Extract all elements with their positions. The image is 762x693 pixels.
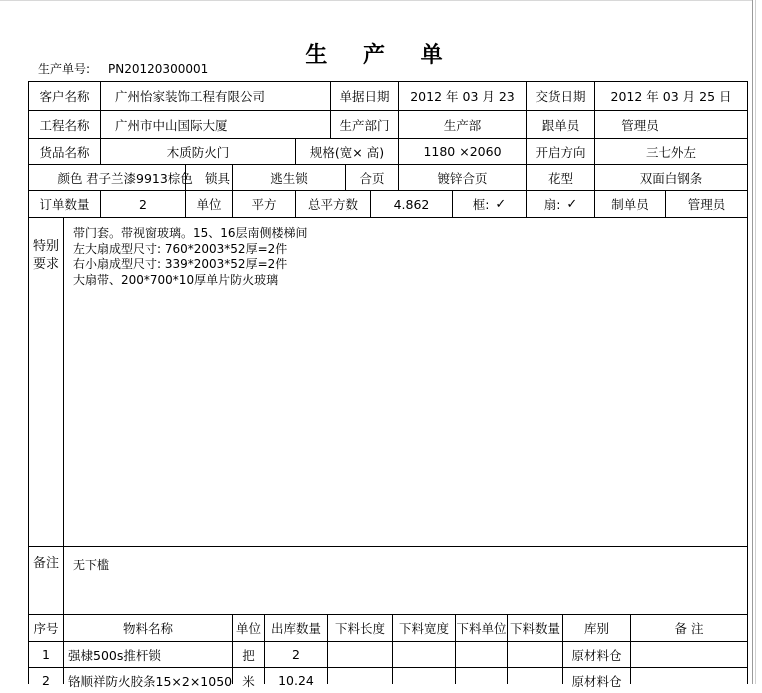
material-unit: 米 bbox=[242, 673, 255, 689]
material-remark bbox=[631, 668, 747, 693]
qty-label: 订单数量 bbox=[39, 197, 90, 212]
frame-field bbox=[453, 191, 526, 217]
cut-unit bbox=[456, 668, 507, 693]
unit-label: 单位 bbox=[196, 197, 222, 212]
special-line: 左大扇成型尺寸: 760*2003*52厚=2件 bbox=[73, 241, 288, 256]
cut-width bbox=[393, 668, 455, 693]
goods-value: 木质防火门 bbox=[166, 144, 230, 160]
doc-date-label: 单据日期 bbox=[339, 89, 390, 104]
cut-length bbox=[328, 668, 392, 693]
order-number-value: PN20120300001 bbox=[108, 62, 209, 76]
special-line: 右小扇成型尺寸: 339*2003*52厚=2件 bbox=[73, 257, 288, 271]
dept-label: 生产部门 bbox=[339, 117, 390, 133]
leaf-label: 扇: bbox=[543, 197, 561, 212]
pattern-value: 双面白钢条 bbox=[639, 170, 703, 186]
col-header: 序号 bbox=[33, 621, 59, 636]
hinge-label: 合页 bbox=[359, 170, 385, 186]
maker-label: 制单员 bbox=[611, 197, 649, 212]
hinge-value: 镀锌合页 bbox=[437, 170, 488, 186]
order-number-label: 生产单号: bbox=[38, 62, 91, 76]
page-top-edge bbox=[0, 0, 752, 1]
cut-width bbox=[393, 642, 455, 667]
dept-value: 生产部 bbox=[443, 117, 482, 133]
maker-value: 管理员 bbox=[687, 197, 726, 212]
col-header: 出库数量 bbox=[270, 621, 321, 636]
leaf-field bbox=[527, 191, 594, 217]
unit-value: 平方 bbox=[251, 197, 277, 212]
project-value: 广州市中山国际大厦 bbox=[115, 117, 228, 133]
material-remark bbox=[631, 642, 747, 667]
delivery-date-label: 交货日期 bbox=[535, 89, 586, 104]
customer-label: 客户名称 bbox=[39, 89, 90, 104]
row-index: 1 bbox=[42, 647, 50, 662]
col-header: 下料单位 bbox=[456, 621, 507, 636]
frame-label: 框: bbox=[472, 197, 490, 212]
cut-qty bbox=[508, 642, 562, 667]
color-label: 颜色 bbox=[57, 170, 83, 186]
col-header: 备 注 bbox=[674, 621, 704, 636]
cut-qty bbox=[508, 668, 562, 693]
col-header: 单位 bbox=[235, 621, 261, 636]
spec-value: 1180 ×2060 bbox=[423, 144, 502, 159]
lock-label: 锁具 bbox=[204, 170, 230, 186]
opening-label: 开启方向 bbox=[535, 144, 586, 160]
material-unit: 把 bbox=[242, 647, 255, 663]
opening-value: 三七外左 bbox=[645, 144, 696, 160]
col-header: 下料宽度 bbox=[398, 621, 449, 636]
row-index: 2 bbox=[42, 673, 50, 688]
page-shadow-edge bbox=[755, 0, 756, 684]
area-value: 4.862 bbox=[393, 196, 430, 212]
remark-text: 无下槛 bbox=[73, 558, 110, 572]
col-header: 库别 bbox=[583, 621, 609, 636]
pattern-label: 花型 bbox=[547, 170, 573, 186]
leaf-check-icon: ✓ bbox=[566, 196, 578, 212]
spec-label: 规格(宽× 高) bbox=[309, 144, 385, 160]
follower-value: 管理员 bbox=[621, 117, 659, 133]
order-number bbox=[38, 60, 208, 77]
warehouse: 原材料仓 bbox=[571, 673, 622, 689]
customer-value: 广州怡家装饰工程有限公司 bbox=[115, 89, 266, 104]
col-header: 下料数量 bbox=[509, 621, 560, 636]
frame-check-icon: ✓ bbox=[495, 196, 507, 212]
delivery-date-value: 2012 年 03 月 25 日 bbox=[610, 89, 732, 104]
col-header: 物料名称 bbox=[122, 621, 173, 636]
special-requirements bbox=[73, 226, 308, 288]
warehouse: 原材料仓 bbox=[571, 647, 622, 663]
material-qty: 2 bbox=[292, 647, 300, 662]
remark-label: 备注 bbox=[32, 556, 59, 571]
material-name: 铬顺祥防火胶条15×2×1050 bbox=[68, 673, 233, 689]
special-label: 特别要求 bbox=[32, 239, 59, 272]
area-label: 总平方数 bbox=[307, 197, 358, 212]
material-qty: 10.24 bbox=[278, 673, 314, 688]
form-title: 生 产 单 bbox=[305, 43, 457, 68]
material-name: 强棣500s推杆锁 bbox=[68, 647, 161, 663]
special-line: 带门套。带视窗玻璃。15、16层南侧楼梯间 bbox=[73, 226, 308, 240]
cut-length bbox=[328, 642, 392, 667]
goods-label: 货品名称 bbox=[39, 144, 90, 160]
doc-date-value: 2012 年 03 月 23 bbox=[410, 89, 515, 104]
page-right-edge bbox=[752, 0, 753, 684]
cut-unit bbox=[456, 642, 507, 667]
qty-value: 2 bbox=[139, 196, 147, 212]
follower-label: 跟单员 bbox=[541, 117, 580, 133]
special-line: 大扇带、200*700*10厚单片防火玻璃 bbox=[73, 272, 279, 287]
project-label: 工程名称 bbox=[39, 117, 90, 133]
lock-value: 逃生锁 bbox=[270, 170, 308, 186]
color-value: 君子兰漆9913棕色 bbox=[86, 170, 193, 186]
col-header: 下料长度 bbox=[334, 621, 385, 636]
